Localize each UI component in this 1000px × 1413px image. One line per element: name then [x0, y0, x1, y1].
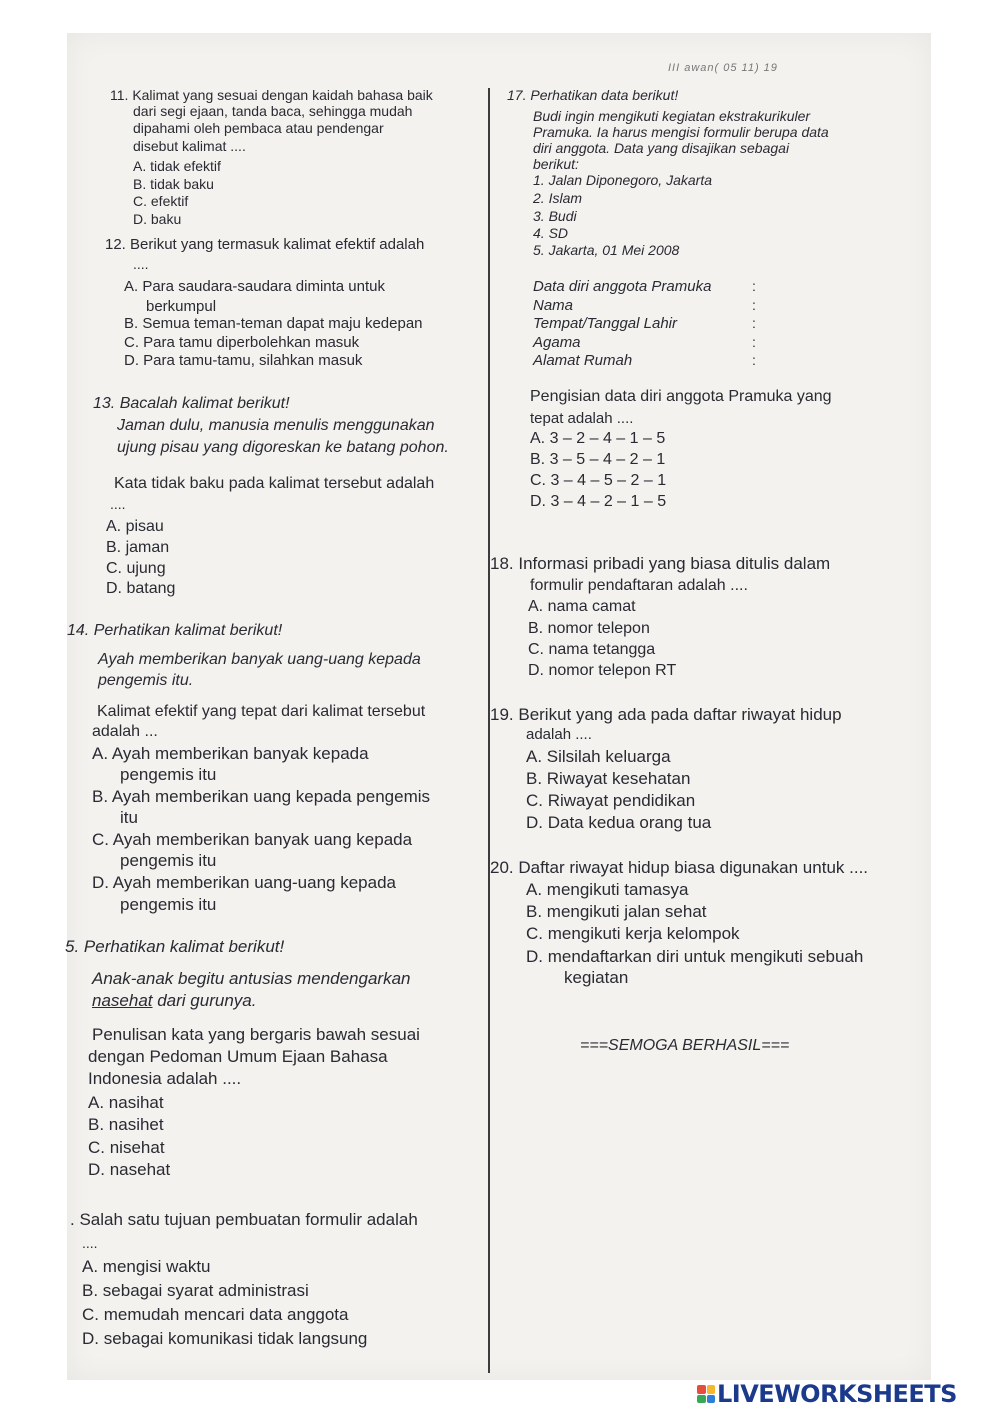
q12-line-1: 12. Berikut yang termasuk kalimat efektif adalah — [105, 236, 425, 253]
q18-option-c: C. nama tetangga — [528, 641, 656, 658]
q14-option-b: B. Ayah memberikan uang kepada pengemis — [92, 787, 431, 806]
q16-option-a: A. mengisi waktu — [82, 1257, 211, 1276]
q19-option-c: C. Riwayat pendidikan — [526, 791, 696, 810]
q11-line-2: dari segi ejaan, tanda baca, sehingga mudah — [133, 103, 413, 119]
q17-intro-3: diri anggota. Data yang disajikan sebagai — [533, 140, 790, 156]
q17-data-1: 1. Jalan Diponegoro, Jakarta — [533, 172, 712, 188]
q11-option-a: A. tidak efektif — [133, 158, 221, 174]
q15-question-2: dengan Pedoman Umum Ejaan Bahasa — [88, 1047, 388, 1066]
closing-message: ===SEMOGA BERHASIL=== — [580, 1037, 790, 1054]
q11-option-c: C. efektif — [133, 193, 189, 209]
q13-sentence-2: ujung pisau yang digoreskan ke batang pohon. — [117, 439, 449, 456]
q13-option-a: A. pisau — [106, 518, 164, 535]
header-code: III awan( 05 11) 19 — [668, 62, 778, 74]
q17-form-field-alamat: Alamat Rumah — [533, 352, 633, 369]
q20-option-d-cont: kegiatan — [564, 968, 629, 987]
q11-line-3: dipahami oleh pembaca atau pendengar — [133, 120, 384, 136]
q18-question-2: formulir pendaftaran adalah .... — [530, 577, 748, 594]
q19-question-1: 19. Berikut yang ada pada daftar riwayat hidup — [490, 705, 842, 724]
q13-sentence-1: Jaman dulu, manusia menulis menggunakan — [117, 417, 435, 434]
q14-option-d: D. Ayah memberikan uang-uang kepada — [92, 873, 396, 892]
q17-option-b: B. 3 – 5 – 4 – 2 – 1 — [530, 451, 666, 468]
q14-option-c: C. Ayah memberikan banyak uang kepada — [92, 830, 413, 849]
q17-question-2: tepat adalah .... — [530, 410, 634, 427]
q17-form-field-agama: Agama — [533, 334, 581, 351]
q18-option-d: D. nomor telepon RT — [528, 662, 677, 679]
q12-line-2: .... — [133, 256, 149, 272]
q17-form-title-colon: : — [752, 278, 756, 294]
q17-form-title: Data diri anggota Pramuka — [533, 278, 712, 295]
q15-question-1: Penulisan kata yang bergaris bawah sesuai — [92, 1025, 420, 1044]
q15-option-a: A. nasihat — [88, 1093, 164, 1112]
q14-sentence-2: pengemis itu. — [98, 672, 194, 689]
q17-form-colon-4: : — [752, 352, 756, 368]
q17-form-field-ttl: Tempat/Tanggal Lahir — [533, 315, 677, 332]
q17-form-colon-1: : — [752, 297, 756, 313]
q14-option-a: A. Ayah memberikan banyak kepada — [92, 744, 369, 763]
q17-data-3: 3. Budi — [533, 208, 577, 224]
q17-intro-2: Pramuka. Ia harus mengisi formulir berupa data — [533, 124, 829, 140]
q12-option-c: C. Para tamu diperbolehkan masuk — [124, 334, 360, 351]
q16-option-d: D. sebagai komunikasi tidak langsung — [82, 1329, 368, 1348]
q12-option-d: D. Para tamu-tamu, silahkan masuk — [124, 352, 363, 369]
q18-option-a: A. nama camat — [528, 598, 636, 615]
q17-question-1: Pengisian data diri anggota Pramuka yang — [530, 388, 832, 405]
q14-question-2: adalah ... — [92, 723, 158, 740]
q15-underlined-word: nasehat — [92, 991, 153, 1010]
q17-form-colon-2: : — [752, 315, 756, 331]
q14-option-b-cont: itu — [120, 808, 138, 827]
liveworksheets-logo-icon — [697, 1385, 715, 1403]
q14-title: 14. Perhatikan kalimat berikut! — [67, 622, 283, 639]
q11-option-d: D. baku — [133, 211, 182, 227]
q11-line-1: 11. Kalimat yang sesuai dengan kaidah bahasa baik — [110, 87, 433, 103]
q19-option-b: B. Riwayat kesehatan — [526, 769, 691, 788]
q11-option-b: B. tidak baku — [133, 176, 214, 192]
q20-option-a: A. mengikuti tamasya — [526, 880, 689, 899]
q17-intro-1: Budi ingin mengikuti kegiatan ekstrakurikuler — [533, 108, 811, 124]
q20-option-d: D. mendaftarkan diri untuk mengikuti sebuah — [526, 947, 864, 966]
q14-question-1: Kalimat efektif yang tepat dari kalimat tersebut — [97, 703, 426, 720]
q13-title: 13. Bacalah kalimat berikut! — [93, 395, 290, 412]
q17-option-a: A. 3 – 2 – 4 – 1 – 5 — [530, 430, 666, 447]
q15-option-b: B. nasihet — [88, 1115, 164, 1134]
q18-option-b: B. nomor telepon — [528, 620, 650, 637]
q13-option-d: D. batang — [106, 580, 176, 597]
q12-option-a-cont: berkumpul — [146, 298, 217, 315]
q15-sentence-2 — [92, 991, 256, 1011]
liveworksheets-brand — [697, 1380, 957, 1408]
q12-option-a: A. Para saudara-saudara diminta untuk — [124, 278, 385, 295]
q15-option-c: C. nisehat — [88, 1138, 165, 1157]
q14-sentence-1: Ayah memberikan banyak uang-uang kepada — [98, 651, 421, 668]
q18-question-1: 18. Informasi pribadi yang biasa ditulis dalam — [490, 554, 831, 573]
q19-option-a: A. Silsilah keluarga — [526, 747, 671, 766]
q16-question-1: . Salah satu tujuan pembuatan formulir adalah — [70, 1210, 418, 1229]
q15-sentence-rest: dari gurunya. — [152, 991, 257, 1010]
q17-data-4: 4. SD — [533, 225, 569, 241]
q13-option-c: C. ujung — [106, 560, 166, 577]
q14-option-a-cont: pengemis itu — [120, 765, 217, 784]
q19-option-d: D. Data kedua orang tua — [526, 813, 712, 832]
q14-option-c-cont: pengemis itu — [120, 851, 217, 870]
q17-option-d: D. 3 – 4 – 2 – 1 – 5 — [530, 493, 667, 510]
q11-line-4: disebut kalimat .... — [133, 138, 246, 154]
q20-option-c: C. mengikuti kerja kelompok — [526, 924, 740, 943]
q20-question: 20. Daftar riwayat hidup biasa digunakan untuk .... — [490, 858, 869, 877]
q17-data-5: 5. Jakarta, 01 Mei 2008 — [533, 242, 680, 258]
q12-option-b: B. Semua teman-teman dapat maju kedepan — [124, 315, 423, 332]
column-divider — [488, 88, 490, 1373]
q13-option-b: B. jaman — [106, 539, 170, 556]
q17-option-c: C. 3 – 4 – 5 – 2 – 1 — [530, 472, 667, 489]
q16-question-2: .... — [82, 1235, 98, 1251]
q17-data-2: 2. Islam — [533, 190, 583, 206]
q14-option-d-cont: pengemis itu — [120, 895, 217, 914]
q15-sentence-1: Anak-anak begitu antusias mendengarkan — [92, 969, 411, 988]
q13-question-2: .... — [110, 496, 126, 512]
q15-option-d: D. nasehat — [88, 1160, 171, 1179]
q17-title: 17. Perhatikan data berikut! — [507, 87, 679, 103]
q16-option-c: C. memudah mencari data anggota — [82, 1305, 349, 1324]
q15-title: 5. Perhatikan kalimat berikut! — [65, 937, 285, 956]
q17-intro-4: berikut: — [533, 156, 579, 172]
q17-form-field-nama: Nama — [533, 297, 574, 314]
q20-option-b: B. mengikuti jalan sehat — [526, 902, 707, 921]
q15-question-3: Indonesia adalah .... — [88, 1069, 242, 1088]
q16-option-b: B. sebagai syarat administrasi — [82, 1281, 309, 1300]
q17-form-colon-3: : — [752, 334, 756, 350]
q19-question-2: adalah .... — [526, 726, 592, 743]
q13-question-1: Kata tidak baku pada kalimat tersebut adalah — [114, 475, 435, 492]
brand-text: LIVEWORKSHEETS — [717, 1380, 957, 1408]
